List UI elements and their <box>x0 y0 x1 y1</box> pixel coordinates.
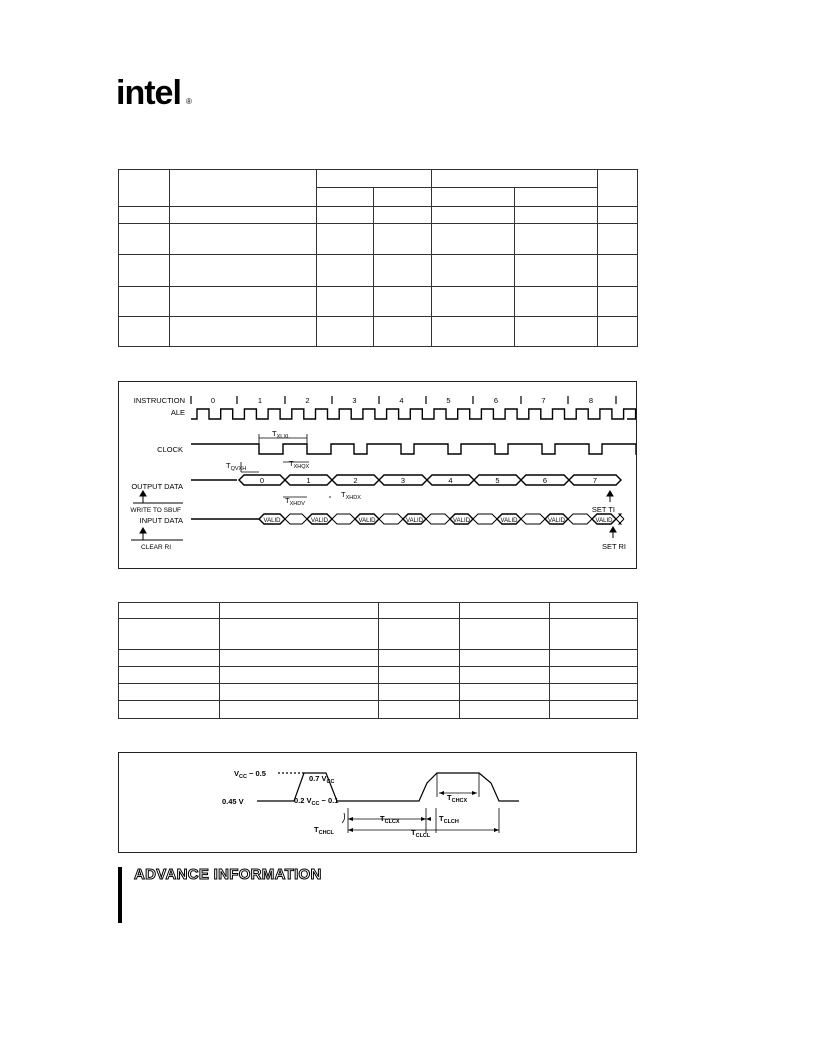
txhdx-label: $T_{XHDX}$ <box>341 490 361 501</box>
ac-characteristics-table <box>118 169 638 347</box>
ale-label: ALE <box>170 408 185 417</box>
input-data-invalid-window <box>616 514 624 524</box>
valid-label: VALID <box>263 518 281 524</box>
output-data-number: 6 <box>542 476 548 485</box>
table-row <box>119 603 638 619</box>
output-data-number: 0 <box>259 476 265 485</box>
clock-drive-waveform <box>119 753 636 852</box>
v045-label: 0.45 V <box>222 797 244 806</box>
ale-waveform <box>191 409 636 419</box>
valid-label: VALID <box>500 518 518 524</box>
input-data-invalid-window <box>473 514 497 524</box>
tclch-label: $T_{CLCH}$ <box>439 814 459 825</box>
vcc-minus-label: $V_{CC} - 0.5$ <box>234 769 266 780</box>
set-ri-label: SET RI <box>601 542 626 551</box>
table-header-cell <box>119 170 170 207</box>
txhdv-label: $T_{XHDV}$ <box>285 496 305 507</box>
intel-logo <box>116 72 196 118</box>
valid-label: VALID <box>453 518 470 524</box>
tclcl-label: $T_{CLCL}$ <box>411 828 431 839</box>
output-data-number: 7 <box>592 476 598 485</box>
tchcl-label: $T_{CHCL}$ <box>314 825 334 836</box>
input-data-label: INPUT DATA <box>139 516 183 525</box>
instruction-number: 4 <box>399 396 404 405</box>
instruction-number: 7 <box>541 396 546 405</box>
instruction-number: 2 <box>305 396 310 405</box>
instruction-label: INSTRUCTION <box>133 396 185 405</box>
input-data-invalid-window <box>521 514 545 524</box>
table-header-cell <box>598 170 638 207</box>
table-row <box>119 619 638 650</box>
table-row <box>119 650 638 667</box>
clear-ri-label: CLEAR RI <box>141 544 171 551</box>
table-row <box>119 255 638 286</box>
logo-text: intel <box>116 74 181 112</box>
shift-register-waveforms <box>119 382 636 568</box>
instruction-number: 6 <box>493 396 499 405</box>
input-data-invalid-window <box>426 514 450 524</box>
table-header-cell <box>317 170 432 188</box>
table-row <box>119 286 638 316</box>
output-data-label: OUTPUT DATA <box>131 482 183 491</box>
instruction-number: 3 <box>352 396 357 405</box>
table-row <box>119 207 638 224</box>
table-row <box>119 316 638 346</box>
v07-label: 0.7 $V_{CC}$ <box>309 774 335 785</box>
valid-label: VALID <box>406 518 423 524</box>
v02-label: 0.2 $V_{CC} - 0.1$ <box>294 796 339 807</box>
valid-label: VALID <box>595 518 613 524</box>
margin-bar <box>118 867 122 923</box>
tchcx-label: $T_{CHCX}$ <box>447 793 468 804</box>
clock-label: CLOCK <box>157 445 183 454</box>
output-data-number: 5 <box>495 476 500 485</box>
table-header-cell <box>432 170 598 188</box>
output-data-number: 1 <box>306 476 311 485</box>
tqvxh-label: $T_{QVXH}$ <box>226 461 247 472</box>
valid-label: VALID <box>311 518 328 524</box>
valid-label: VALID <box>358 518 376 524</box>
table-row <box>119 701 638 719</box>
advance-information-label: ADVANCE INFORMATION <box>134 866 322 883</box>
input-data-invalid-window <box>285 514 307 524</box>
instruction-number: 8 <box>588 396 594 405</box>
output-data-number: 4 <box>448 476 453 485</box>
output-data-number: 2 <box>353 476 358 485</box>
external-clock-waveform-figure <box>118 752 637 853</box>
input-data-invalid-window <box>332 514 355 524</box>
txhqx-label: $T_{XHQX}$ <box>289 459 310 470</box>
instruction-number: 5 <box>446 396 451 405</box>
input-data-invalid-window <box>568 514 592 524</box>
table-header-cell <box>170 170 317 207</box>
valid-label: VALID <box>548 518 565 524</box>
instruction-number: 1 <box>257 396 263 405</box>
registered-mark: ® <box>186 97 192 106</box>
input-data-invalid-window <box>379 514 403 524</box>
txlxl-label: $T_{XLXL}$ <box>272 429 291 440</box>
clock-characteristics-table <box>118 602 638 719</box>
write-sbuf-label: WRITE TO SBUF <box>130 507 181 514</box>
tclcx-label: $T_{CLCX}$ <box>380 814 400 825</box>
shift-register-timing-figure <box>118 381 637 569</box>
table-row <box>119 667 638 684</box>
table-row <box>119 224 638 255</box>
output-data-number: 3 <box>400 476 406 485</box>
instruction-number: 0 <box>210 396 216 405</box>
clock-waveform <box>191 444 636 454</box>
table-row <box>119 684 638 701</box>
set-ti-label: SET TI <box>591 505 615 514</box>
